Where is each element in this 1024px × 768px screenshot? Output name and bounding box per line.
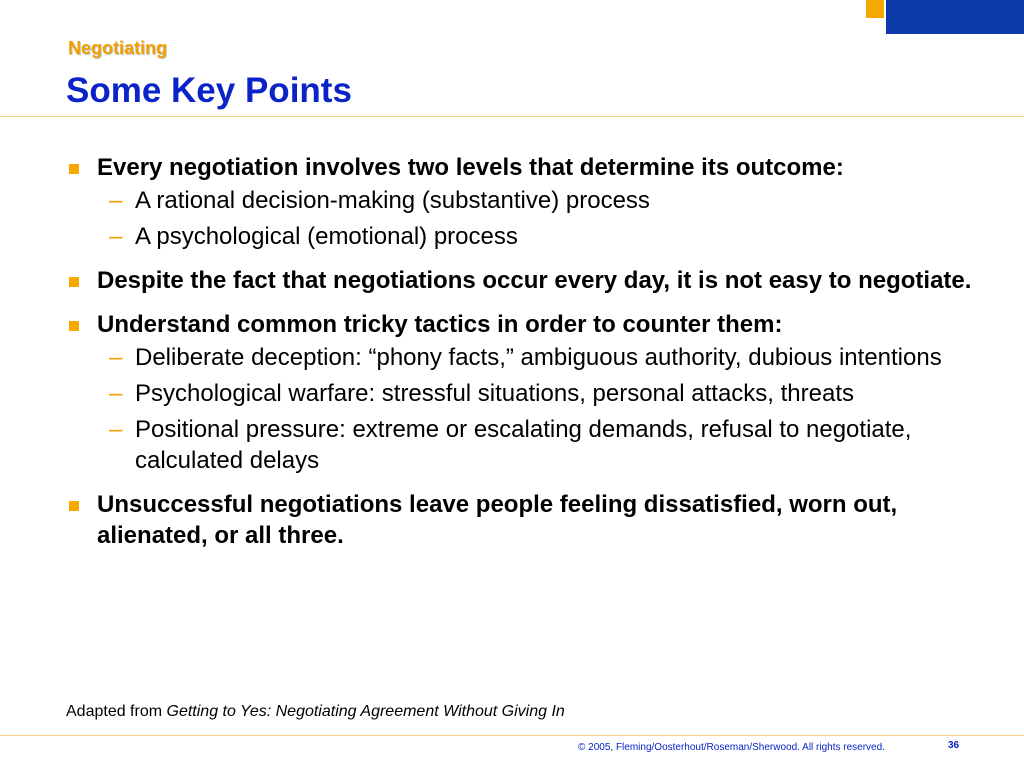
page-number: 36 [948, 740, 960, 751]
slide-subtitle: Negotiating [68, 38, 167, 58]
sub-text: A psychological (emotional) process [135, 223, 518, 250]
sub-text: Deliberate deception: “phony facts,” ambiguous authority, dubious intentions [135, 344, 942, 371]
source-book-title: Getting to Yes: Negotiating Agreement Without Giving In [166, 703, 565, 720]
sub-list [66, 342, 986, 476]
corner-orange-block [866, 0, 884, 18]
bullet-item [66, 265, 986, 296]
bullet-square-icon [69, 321, 79, 331]
sub-item [66, 342, 986, 373]
bullet-text: Unsuccessful negotiations leave people feeling dissatisfied, worn out, alienated, or all three. [97, 491, 898, 549]
bullet-item [66, 152, 986, 183]
sub-text: Psychological warfare: stressful situations, personal attacks, threats [135, 380, 854, 407]
sub-item [66, 414, 986, 476]
corner-blue-block [886, 0, 1024, 34]
bullet-text: Understand common tricky tactics in order to counter them: [97, 311, 783, 338]
sub-item [66, 221, 986, 252]
dash-icon: – [109, 344, 123, 371]
bullet-square-icon [69, 277, 79, 287]
bullet-square-icon [69, 164, 79, 174]
bullet-item [66, 489, 986, 551]
source-prefix: Adapted from [66, 703, 167, 720]
footer-divider [0, 735, 1024, 736]
sub-text: Positional pressure: extreme or escalating demands, refusal to negotiate, calculated delays [135, 416, 912, 474]
bullet-item [66, 309, 986, 340]
sub-text: A rational decision-making (substantive) process [135, 187, 650, 214]
sub-item [66, 185, 986, 216]
dash-icon: – [109, 223, 123, 250]
dash-icon: – [109, 416, 123, 443]
bullet-list [66, 152, 986, 551]
dash-icon: – [109, 187, 123, 214]
bullet-text: Despite the fact that negotiations occur every day, it is not easy to negotiate. [97, 267, 972, 294]
bullet-square-icon [69, 501, 79, 511]
bullet-text: Every negotiation involves two levels that determine its outcome: [97, 154, 844, 181]
source-citation [66, 703, 565, 721]
dash-icon: – [109, 380, 123, 407]
sub-item [66, 378, 986, 409]
slide-title: Some Key Points [66, 71, 352, 110]
copyright-notice: © 2005, Fleming/Oosterhout/Roseman/Sherwood. All rights reserved. [578, 742, 885, 753]
header-divider [0, 116, 1024, 117]
sub-list [66, 185, 986, 252]
